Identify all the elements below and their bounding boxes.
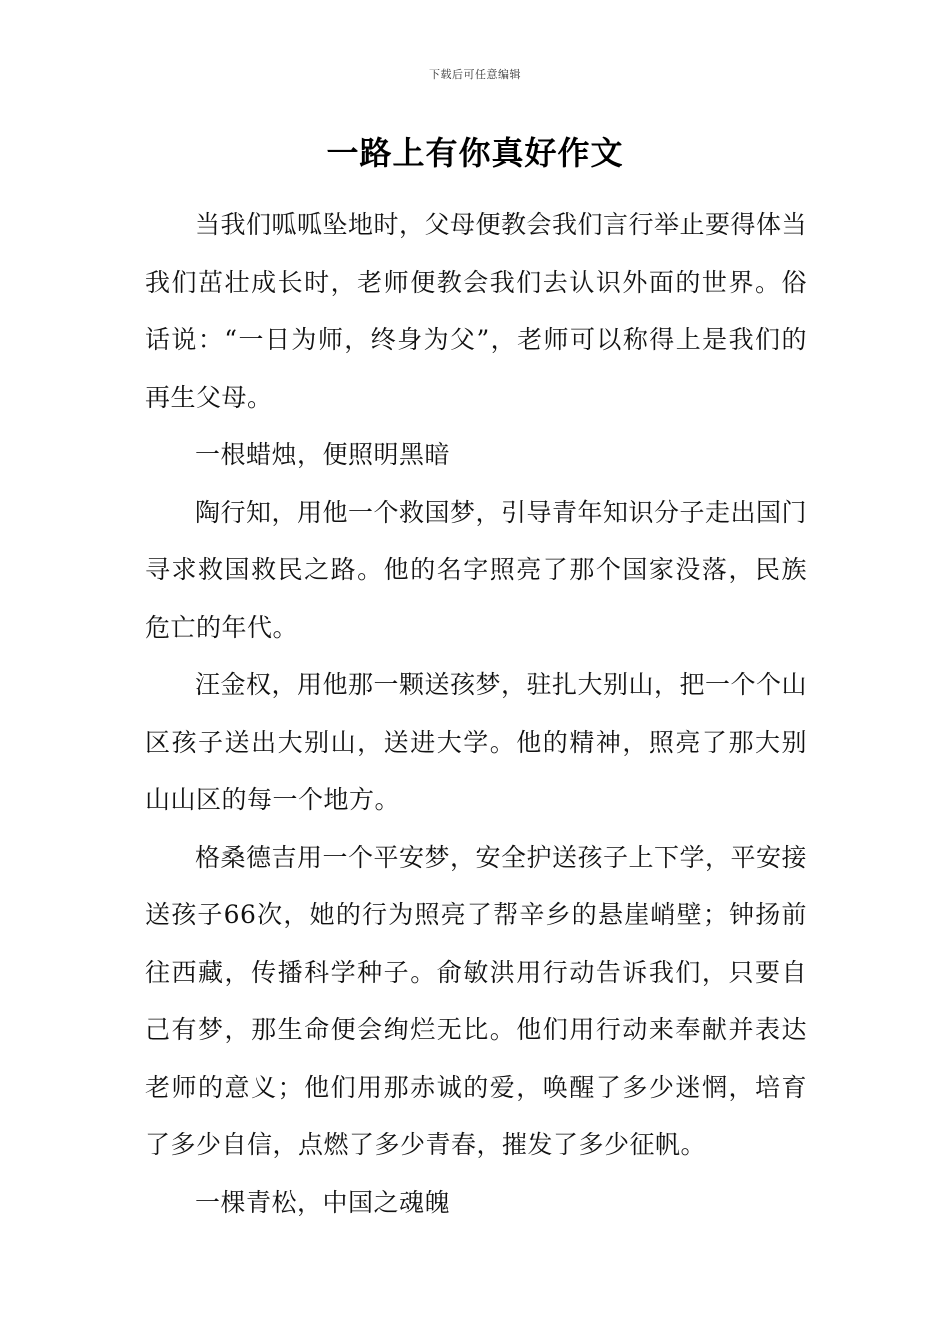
section-heading: 一棵青松，中国之魂魄 xyxy=(195,1187,451,1217)
paragraph: 当我们呱呱坠地时，父母便教会我们言行举止要得体当我们茁壮成长时，老师便教会我们去认识外面的世界。俗话说：“一日为师，终身为父”，老师可以称得上是我们的再生父母。 xyxy=(145,210,808,412)
section-heading: 一根蜡烛，便照明黑暗 xyxy=(195,440,451,469)
paragraph: 格桑德吉用一个平安梦，安全护送孩子上下学，平安接送孩子66次，她的行为照亮了帮辛乡的悬崖峭壁；钟扬前往西藏，传播科学种子。俞敏洪用行动告诉我们，只要自己有梦，那生命便会绚烂无比。他们用行动来奉献并表达老师的意义；他们用那赤诚的爱，唤醒了多少迷惘，培育了多少自信，点燃了多少青春，摧发了多少征帆。 xyxy=(145,842,808,1159)
paragraph: 陶行知，用他一个救国梦，引导青年知识分子走出国门寻求救国救民之路。他的名字照亮了那个国家没落，民族危亡的年代。 xyxy=(145,497,808,642)
essay-title: 一路上有你真好作文 xyxy=(326,134,624,172)
header-note: 下载后可任意编辑 xyxy=(429,68,521,81)
essay-body xyxy=(145,196,807,1231)
paragraph: 汪金权，用他那一颗送孩梦，驻扎大别山，把一个个山区孩子送出大别山，送进大学。他的精神，照亮了那大别山山区的每一个地方。 xyxy=(145,670,808,814)
